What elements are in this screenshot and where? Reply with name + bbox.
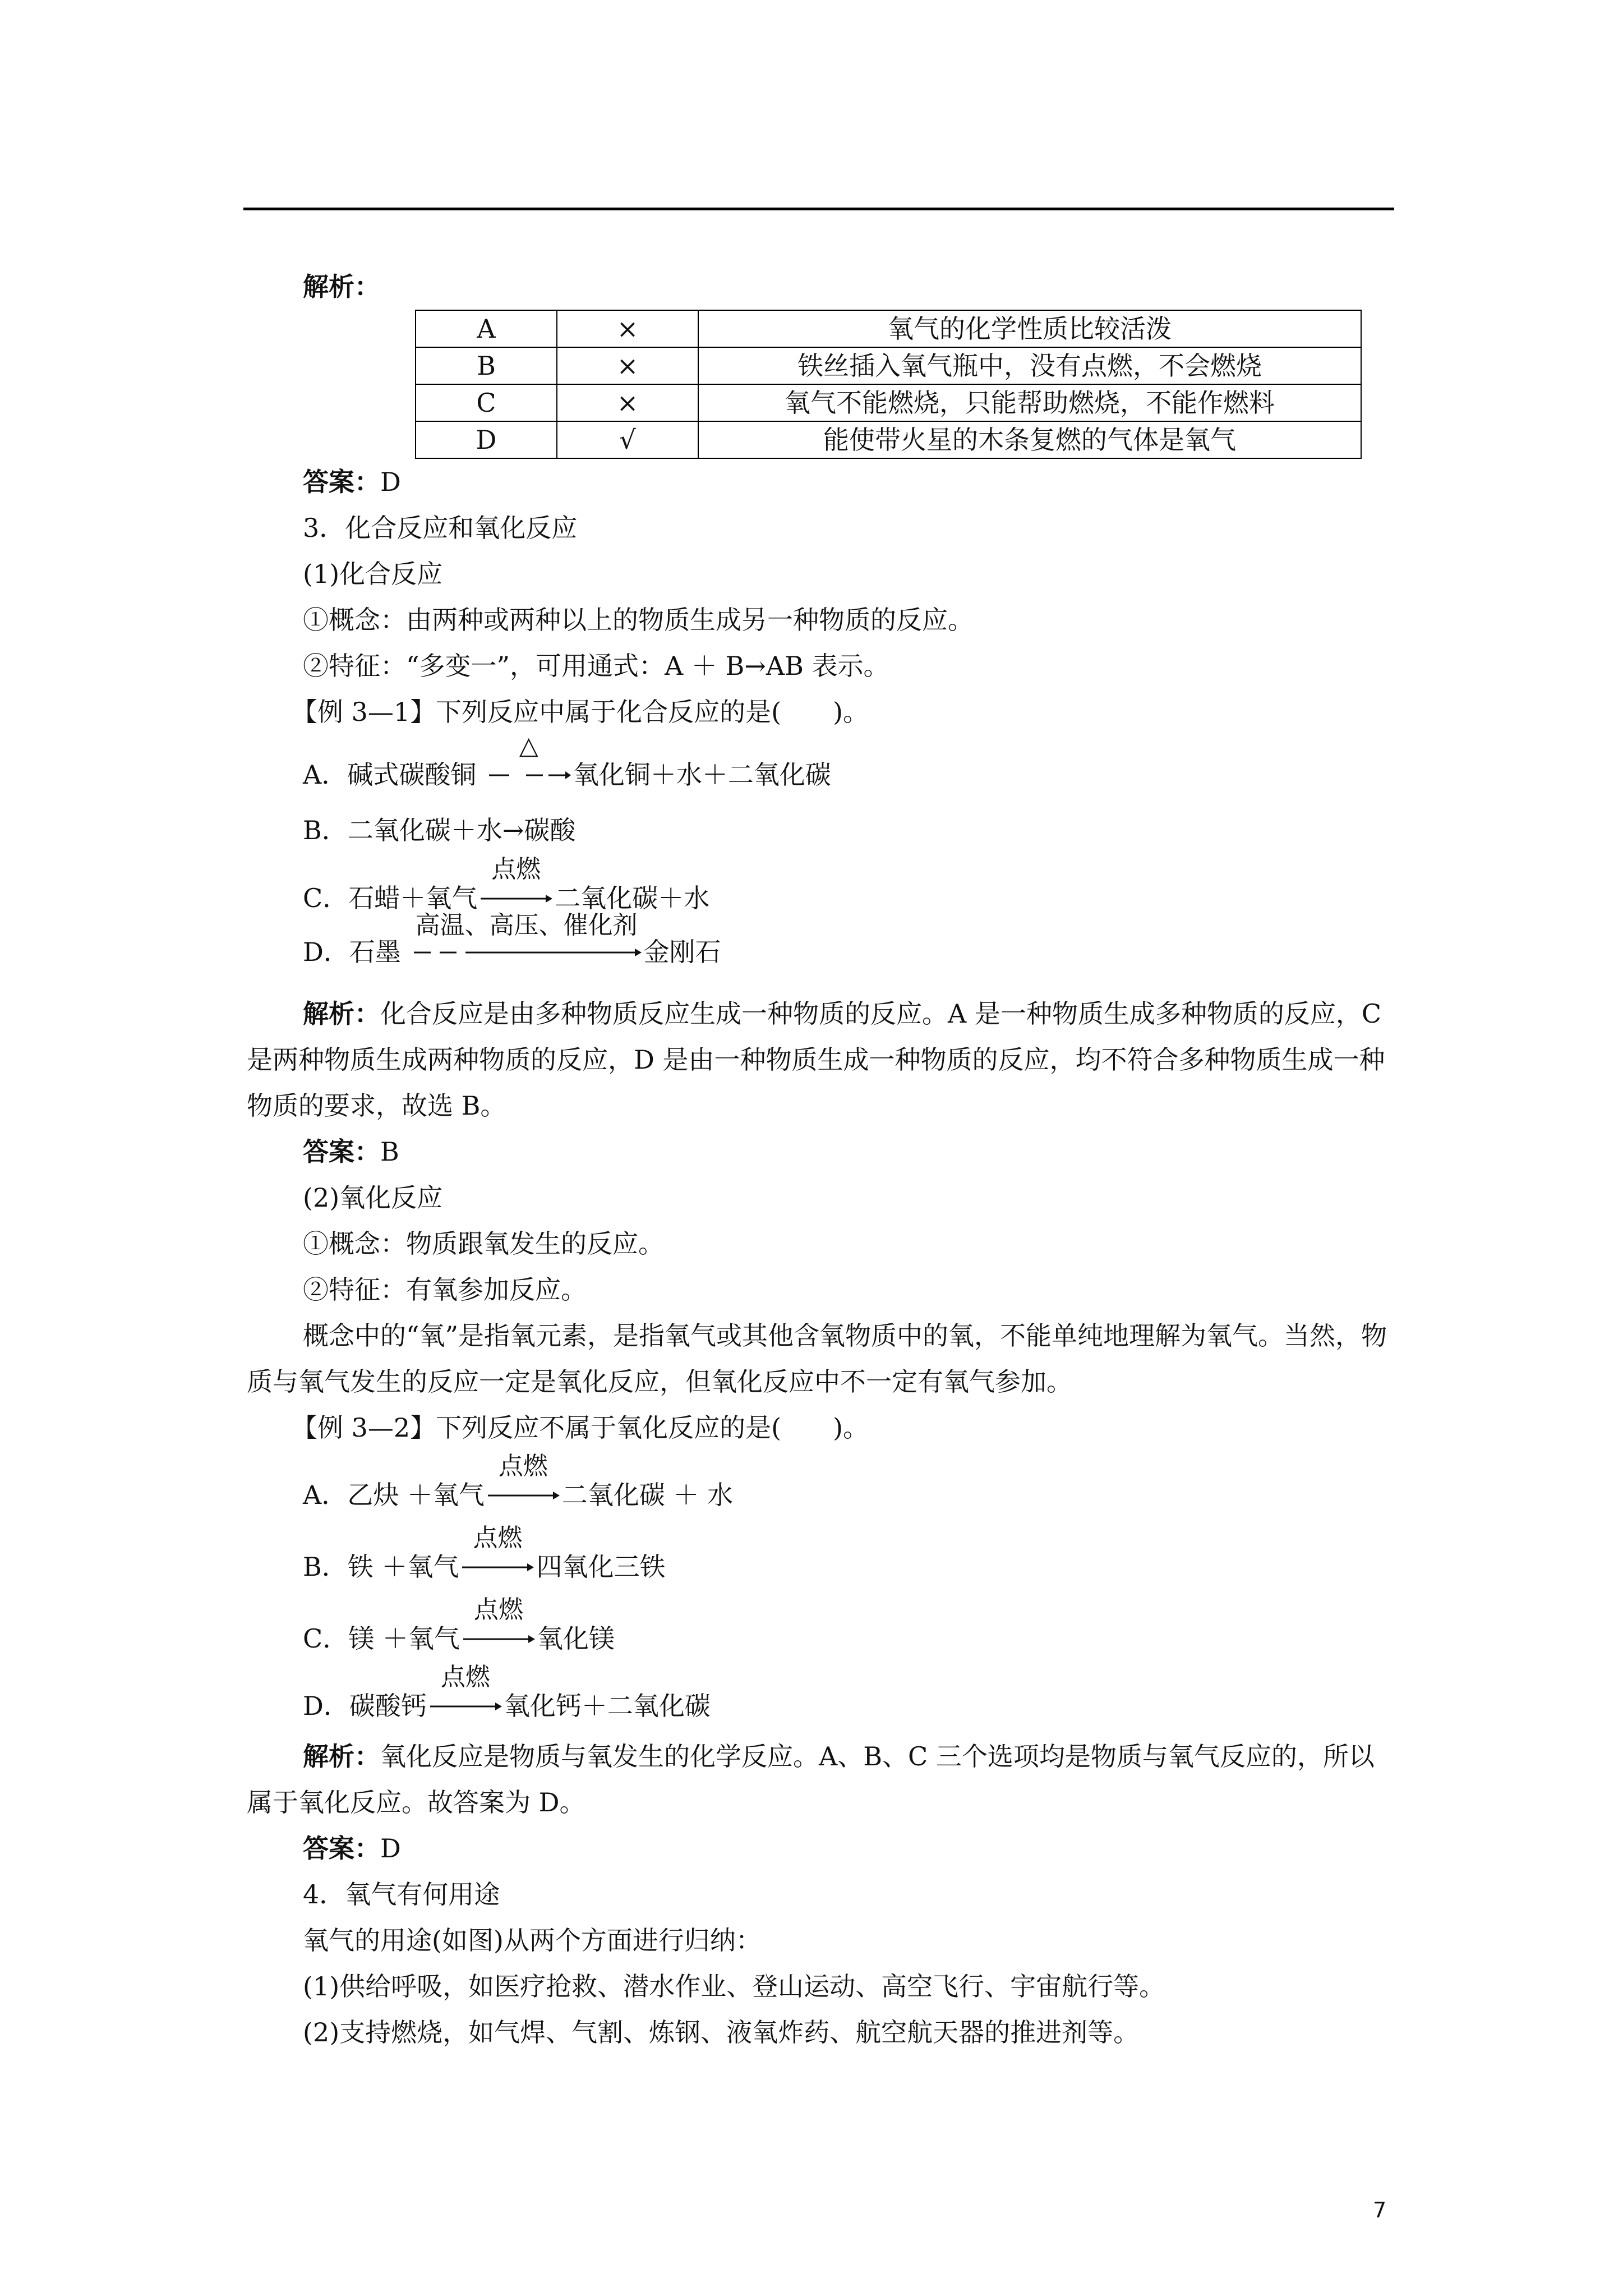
note-paragraph: 概念中的“氧”是指氧元素，是指氧气或其他含氧物质中的氧，不能单纯地理解为氧气。当然，物质与氧气发生的反应一定是氧化反应，但氧化反应中不一定有氧气参加。 (247, 1320, 1387, 1397)
analysis-table (415, 310, 1362, 459)
example-3-2-option-c: C．镁 ＋氧气 点燃 氧化镁 (303, 1595, 615, 1654)
section-4-intro: 氧气的用途(如图)从两个方面进行归纳： (303, 1925, 762, 1955)
reaction-arrow: 高温、高压、催化剂 (412, 944, 642, 961)
reaction-arrow: 点燃 (461, 1559, 534, 1576)
subsection-1-concept: ①概念：由两种或两种以上的物质生成另一种物质的反应。 (303, 605, 974, 635)
table-cell-option: C (416, 384, 557, 421)
table-cell-mark: √ (557, 421, 698, 458)
table-cell-option: D (416, 421, 557, 458)
table-cell-mark: × (557, 310, 698, 347)
analysis-label: 解析： (303, 272, 380, 302)
reaction-arrow: 点燃 (429, 1698, 502, 1715)
table-cell-text: 氧气不能燃烧，只能帮助燃烧，不能作燃料 (698, 384, 1361, 421)
analysis-text: 化合反应是由多种物质反应生成一种物质的反应。A 是一种物质生成多种物质的反应，C 是两种物质生成两种物质的反应，D 是由一种物质生成一种物质的反应，均不符合多种物质生成一种物质的要求，故选 B。 (247, 999, 1385, 1121)
table-cell-text: 氧气的化学性质比较活泼 (698, 310, 1361, 347)
table-row (416, 384, 1361, 421)
analysis-label: 解析： (303, 1741, 380, 1772)
subsection-2-feature: ②特征：有氧参加反应。 (303, 1274, 587, 1305)
section-4-item-2: (2)支持燃烧，如气焊、气割、炼钢、液氧炸药、航空航天器的推进剂等。 (303, 2017, 1140, 2047)
example-3-2-option-b: B．铁 ＋氧气 点燃 四氧化三铁 (303, 1524, 666, 1582)
table-cell-option: B (416, 347, 557, 384)
example-3-1: 【例 3—1】下列反应中属于化合反应的是( )。 (292, 697, 869, 727)
answer-2 (247, 1129, 1396, 1175)
subsection-2-concept: ①概念：物质跟氧发生的反应。 (303, 1228, 664, 1259)
example-3-2: 【例 3—2】下列反应不属于氧化反应的是( )。 (292, 1412, 869, 1443)
table-row (416, 347, 1361, 384)
example-3-1-option-c: C．石蜡＋氧气 点燃 二氧化碳＋水 (303, 855, 710, 913)
subsection-2-title: (2)氧化反应 (303, 1182, 443, 1213)
document-body (247, 264, 1396, 2055)
reaction-arrow: 点燃 (462, 1631, 535, 1648)
table-cell-mark: × (557, 347, 698, 384)
reaction-arrow: △ (487, 767, 571, 784)
answer-value: B (380, 1137, 399, 1167)
answer-value: D (380, 1833, 401, 1864)
page-number: 7 (1373, 2198, 1387, 2223)
subsection-1-feature: ②特征：“多变一”，可用通式：A ＋ B→AB 表示。 (303, 651, 889, 681)
analysis-2 (247, 991, 1396, 1129)
section-4-title: 4．氧气有何用途 (303, 1879, 500, 1910)
answer-3 (247, 1825, 1396, 1871)
reaction-arrow: 点燃 (487, 1487, 560, 1504)
answer-value: D (380, 467, 401, 497)
example-3-1-option-b: B．二氧化碳＋水→碳酸 (303, 815, 576, 845)
answer-label: 答案： (303, 1833, 380, 1864)
section-4-item-1: (1)供给呼吸，如医疗抢救、潜水作业、登山运动、高空飞行、宇宙航行等。 (303, 1971, 1165, 2001)
example-3-1-option-d: D．石墨 高温、高压、催化剂 金刚石 (303, 911, 721, 967)
table-row (416, 421, 1361, 458)
answer-label: 答案： (303, 467, 380, 497)
example-3-2-option-d: D．碳酸钙 点燃 氧化钙＋二氧化碳 (303, 1663, 711, 1721)
analysis-text: 氧化反应是物质与氧发生的化学反应。A、B、C 三个选项均是物质与氧气反应的，所以属于氧化反应。故答案为 D。 (247, 1741, 1375, 1818)
analysis-label: 解析： (303, 999, 380, 1029)
table-cell-option: A (416, 310, 557, 347)
table-cell-text: 能使带火星的木条复燃的气体是氧气 (698, 421, 1361, 458)
analysis-3 (247, 1733, 1396, 1825)
example-3-2-option-a: A．乙炔 ＋氧气 点燃 二氧化碳 ＋ 水 (303, 1452, 734, 1510)
example-3-1-option-a: A．碱式碳酸铜 △ 氧化铜＋水＋二氧化碳 (303, 731, 831, 790)
reaction-arrow: 点燃 (479, 890, 552, 907)
answer-label: 答案： (303, 1137, 380, 1167)
header-rule (243, 208, 1394, 210)
table-cell-text: 铁丝插入氧气瓶中，没有点燃，不会燃烧 (698, 347, 1361, 384)
subsection-1-title: (1)化合反应 (303, 559, 443, 589)
answer-1 (247, 459, 1396, 505)
section-3-title: 3．化合反应和氧化反应 (303, 513, 578, 543)
table-cell-mark: × (557, 384, 698, 421)
table-row (416, 310, 1361, 347)
